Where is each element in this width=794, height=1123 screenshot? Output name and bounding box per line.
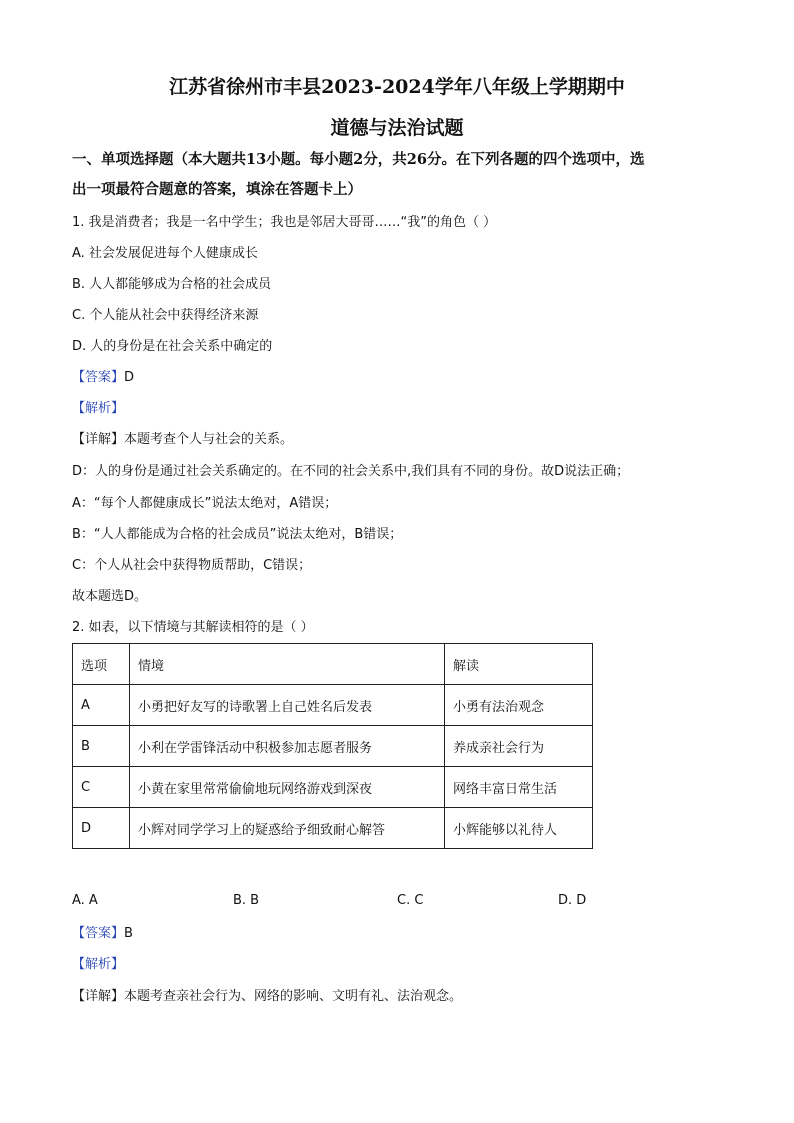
table-cell: 小辉对同学学习上的疑惑给予细致耐心解答 [130,808,445,849]
answer-tag: 【答案】 [72,370,125,385]
q1-detail: 本题考查个人与社会的关系。 [124,432,294,447]
document-subtitle: 道德与法治试题 [330,117,464,139]
q2-option-d: D. D [558,893,587,908]
q1-explanation-a: A：“每个人都健康成长”说法太绝对，A错误； [72,496,338,511]
table-cell: 小辉能够以礼待人 [445,808,593,849]
q1-answer: D [124,370,135,385]
detail-tag: 【详解】 [72,432,125,447]
table-header-cell: 解读 [445,644,593,685]
q2-answer: B [124,926,133,941]
table-cell: C [73,767,130,808]
table-row [73,685,593,726]
table-cell: 养成亲社会行为 [445,726,593,767]
q2-table [72,643,593,849]
table-cell: B [73,726,130,767]
detail-tag: 【详解】 [72,989,125,1004]
table-cell: 小勇把好友写的诗歌署上自己姓名后发表 [130,685,445,726]
table-cell: 小利在学雷锋活动中积极参加志愿者服务 [130,726,445,767]
q1-conclusion: 故本题选D。 [72,589,148,604]
q1-option-b: B. 人人都能够成为合格的社会成员 [72,277,272,292]
table-cell: 网络丰富日常生活 [445,767,593,808]
table-cell: 小勇有法治观念 [445,685,593,726]
q2-analysis-tag: 【解析】 [72,957,125,972]
q1-detail-line [72,430,293,450]
q2-option-a: A. A [72,893,98,908]
q2-option-c: C. C [397,893,424,908]
table-cell: A [73,685,130,726]
section-heading-line1: 一、单项选择题（本大题共13小题。每小题2分，共26分。在下列各题的四个选项中，选 [72,151,645,168]
q1-answer-line [72,368,134,388]
table-row [73,767,593,808]
table-cell: 小黄在家里常常偷偷地玩网络游戏到深夜 [130,767,445,808]
q1-explanation-b: B：“人人都能成为合格的社会成员”说法太绝对，B错误； [72,527,403,542]
q1-option-c: C. 个人能从社会中获得经济来源 [72,308,259,323]
table-row [73,808,593,849]
q2-answer-line [72,924,133,944]
document-title: 江苏省徐州市丰县2023-2024学年八年级上学期期中 [169,76,625,98]
q1-option-d: D. 人的身份是在社会关系中确定的 [72,339,273,354]
q2-option-b: B. B [233,893,260,908]
q1-explanation-c: C：个人从社会中获得物质帮助，C错误； [72,558,312,573]
table-cell: D [73,808,130,849]
table-header-cell: 情境 [130,644,445,685]
q2-stem: 2. 如表，以下情境与其解读相符的是（ ） [72,620,314,635]
section-heading-line2: 出一项最符合题意的答案，填涂在答题卡上） [72,181,362,198]
q1-explanation-d: D：人的身份是通过社会关系确定的。在不同的社会关系中,我们具有不同的身份。故D说法正确； [72,464,630,479]
table-header-cell: 选项 [73,644,130,685]
q1-stem: 1. 我是消费者；我是一名中学生；我也是邻居大哥哥……“我”的角色（ ） [72,215,497,230]
q2-detail-line [72,987,462,1007]
table-header-row [73,644,593,685]
answer-tag: 【答案】 [72,926,125,941]
table-row [73,726,593,767]
q1-analysis-tag: 【解析】 [72,401,125,416]
q2-detail: 本题考查亲社会行为、网络的影响、文明有礼、法治观念。 [124,989,463,1004]
q1-option-a: A. 社会发展促进每个人健康成长 [72,246,258,261]
